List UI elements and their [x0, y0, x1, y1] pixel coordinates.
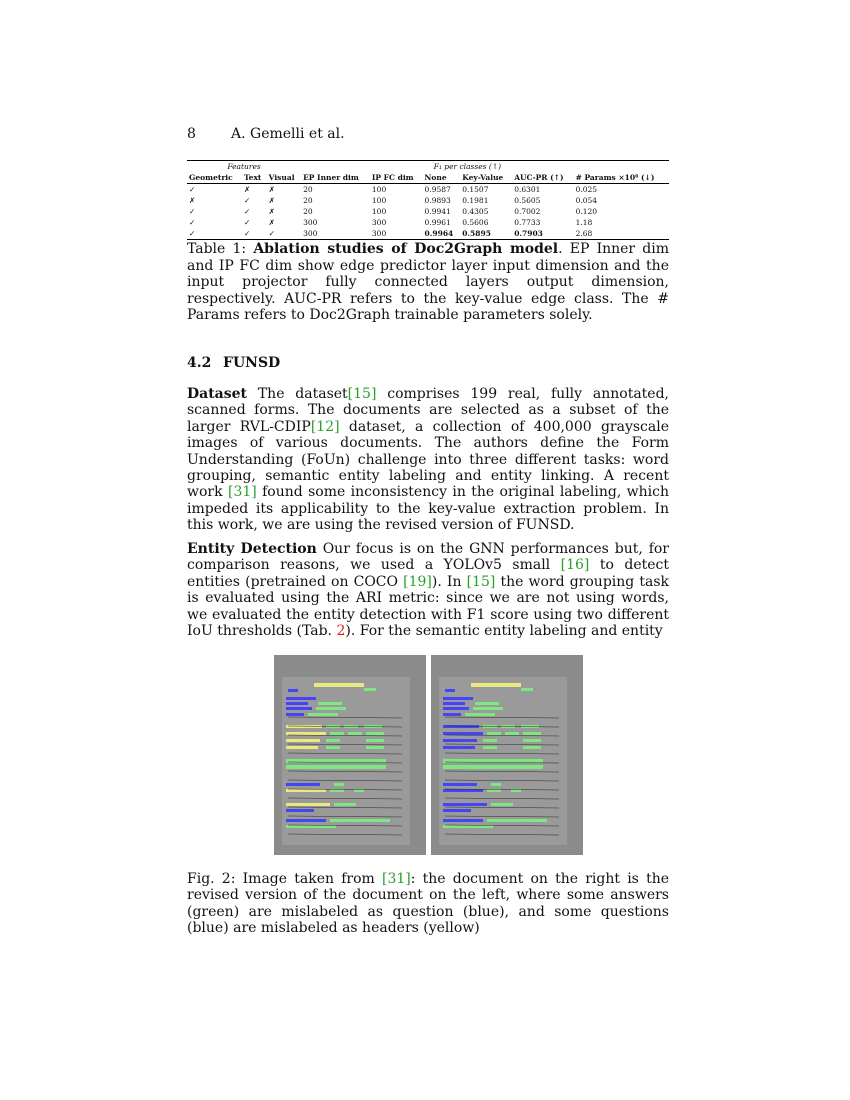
table-cell: 300 [301, 228, 370, 240]
table-cell: ✗ [268, 218, 275, 227]
column-header: Key-Value [460, 172, 512, 184]
original-document-image [274, 655, 426, 855]
table-cell: 1.18 [575, 218, 593, 227]
table-cell: ✓ [243, 218, 251, 227]
citation-link[interactable]: [16] [560, 557, 590, 574]
table-cell: 20 [303, 196, 313, 205]
table-cell: 20 [303, 207, 313, 216]
table-row [187, 217, 669, 228]
column-header: Visual [267, 172, 301, 184]
table-cell: ✗ [189, 196, 196, 205]
table-row [187, 228, 669, 240]
table-cell: 300 [370, 228, 423, 240]
column-header: Geometric [187, 172, 242, 184]
column-header: AUC-PR (↑) [512, 172, 573, 184]
column-header: IP FC dim [370, 172, 423, 184]
table-cell: ✓ [243, 207, 251, 216]
table-header-row [187, 172, 669, 184]
table-cell: 0.9893 [424, 196, 451, 205]
table-cell: 300 [371, 218, 387, 227]
table-row [187, 206, 669, 217]
table-cell: 0.4305 [462, 207, 489, 216]
table-cell: 0.9961 [424, 218, 451, 227]
citation-link[interactable]: [19] [403, 573, 432, 590]
citation-link[interactable]: [31] [381, 871, 411, 887]
table-cell: 0.120 [575, 207, 598, 216]
table-cell: 0.025 [575, 185, 598, 194]
citation-link[interactable]: [12] [310, 418, 340, 435]
table-cell: 100 [371, 196, 387, 205]
table-cell: 100 [371, 207, 387, 216]
revised-form-svg [431, 655, 583, 855]
table-cell: ✓ [267, 228, 301, 240]
table-cell: 0.1981 [462, 196, 489, 205]
table-cell: 0.7002 [514, 207, 541, 216]
table-caption: Table 1: Ablation studies of Doc2Graph model. EP Inner dim and IP FC dim show edge predictor layer input dimension and the input projector fully connected layers output dimension, respectively. AUC-PR refers to the key-value edge class. The # Params refers to Doc2Graph trainable parameters solely. [187, 241, 669, 323]
table-cell: ✗ [243, 185, 251, 194]
column-header: Text [242, 172, 267, 184]
group-f1: F₁ per classes (↑) [433, 162, 502, 171]
page-header [187, 126, 345, 142]
table-cell: ✗ [268, 196, 275, 205]
group-features: Features [227, 162, 261, 171]
entity-detection-paragraph: Entity Detection Our focus is on the GNN performances but, for comparison reasons, we used a YOLOv5 small [16] to detect entities (pretrained on COCO [19]). In [15] the word grouping task is evaluated using the ARI metric: since we are not using words, we evaluated the entity detection with F1 score using two different IoU thresholds (Tab. 2). For the semantic entity labeling and entity [187, 541, 670, 640]
table-cell: 0.9964 [423, 228, 461, 240]
table-cell: 20 [303, 185, 313, 194]
revised-document-image [431, 655, 583, 855]
column-header: None [423, 172, 461, 184]
table-cell: 0.6301 [514, 185, 541, 194]
citation-link[interactable]: [31] [227, 484, 257, 501]
figure-caption: Fig. 2: Image taken from [31]: the document on the right is the revised version of the document on the left, where some answers (green) are mislabeled as question (blue), and some questions (blue) are mislabeled as headers (yellow) [187, 871, 669, 937]
original-form-svg [274, 655, 426, 855]
table-cell: 0.5606 [462, 218, 489, 227]
section-heading: 4.2 FUNSD [187, 355, 281, 371]
running-authors: A. Gemelli et al. [231, 126, 345, 142]
table-cell: 0.9587 [424, 185, 451, 194]
table-cell: ✓ [187, 228, 242, 240]
table-cell: 100 [371, 185, 387, 194]
table-row [187, 184, 669, 196]
table-cell: ✓ [189, 218, 196, 227]
table-row [187, 195, 669, 206]
table-cell: 0.7733 [514, 218, 541, 227]
column-header: EP Inner dim [301, 172, 370, 184]
table-cell: ✗ [268, 207, 275, 216]
table-cell: ✓ [189, 207, 196, 216]
table-cell: 2.68 [574, 228, 669, 240]
dataset-paragraph: Dataset The dataset[15] comprises 199 real, fully annotated, scanned forms. The documents are selected as a subset of the larger RVL-CDIP[12] dataset, a collection of 400,000 grayscale images of various documents. The authors define the Form Understanding (FoUn) challenge into three different tasks: word grouping, semantic entity labeling and entity linking. A recent work [31] found some inconsistency in the original labeling, which impeded its applicability to the key-value extraction problem. In this work, we are using the revised version of FUNSD. [187, 386, 669, 534]
table-reference-link[interactable]: 2 [336, 623, 346, 640]
page-number: 8 [187, 126, 196, 142]
table-cell: 0.5605 [514, 196, 541, 205]
table-cell: 0.054 [575, 196, 598, 205]
table-cell: 300 [303, 218, 318, 227]
table-cell: ✗ [268, 185, 275, 194]
citation-link[interactable]: [15] [347, 386, 377, 402]
table-cell: 0.1507 [462, 185, 489, 194]
table-cell: 0.7903 [512, 228, 573, 240]
table-cell: ✓ [242, 228, 267, 240]
citation-link[interactable]: [15] [466, 573, 496, 590]
table-cell: ✓ [189, 185, 196, 194]
table-cell: 0.5895 [460, 228, 512, 240]
figure-2 [274, 655, 669, 855]
table-cell: 0.9941 [424, 207, 451, 216]
table-cell: ✓ [243, 196, 251, 205]
ablation-table [187, 160, 669, 240]
column-header: # Params ×10⁶ (↓) [574, 172, 669, 184]
